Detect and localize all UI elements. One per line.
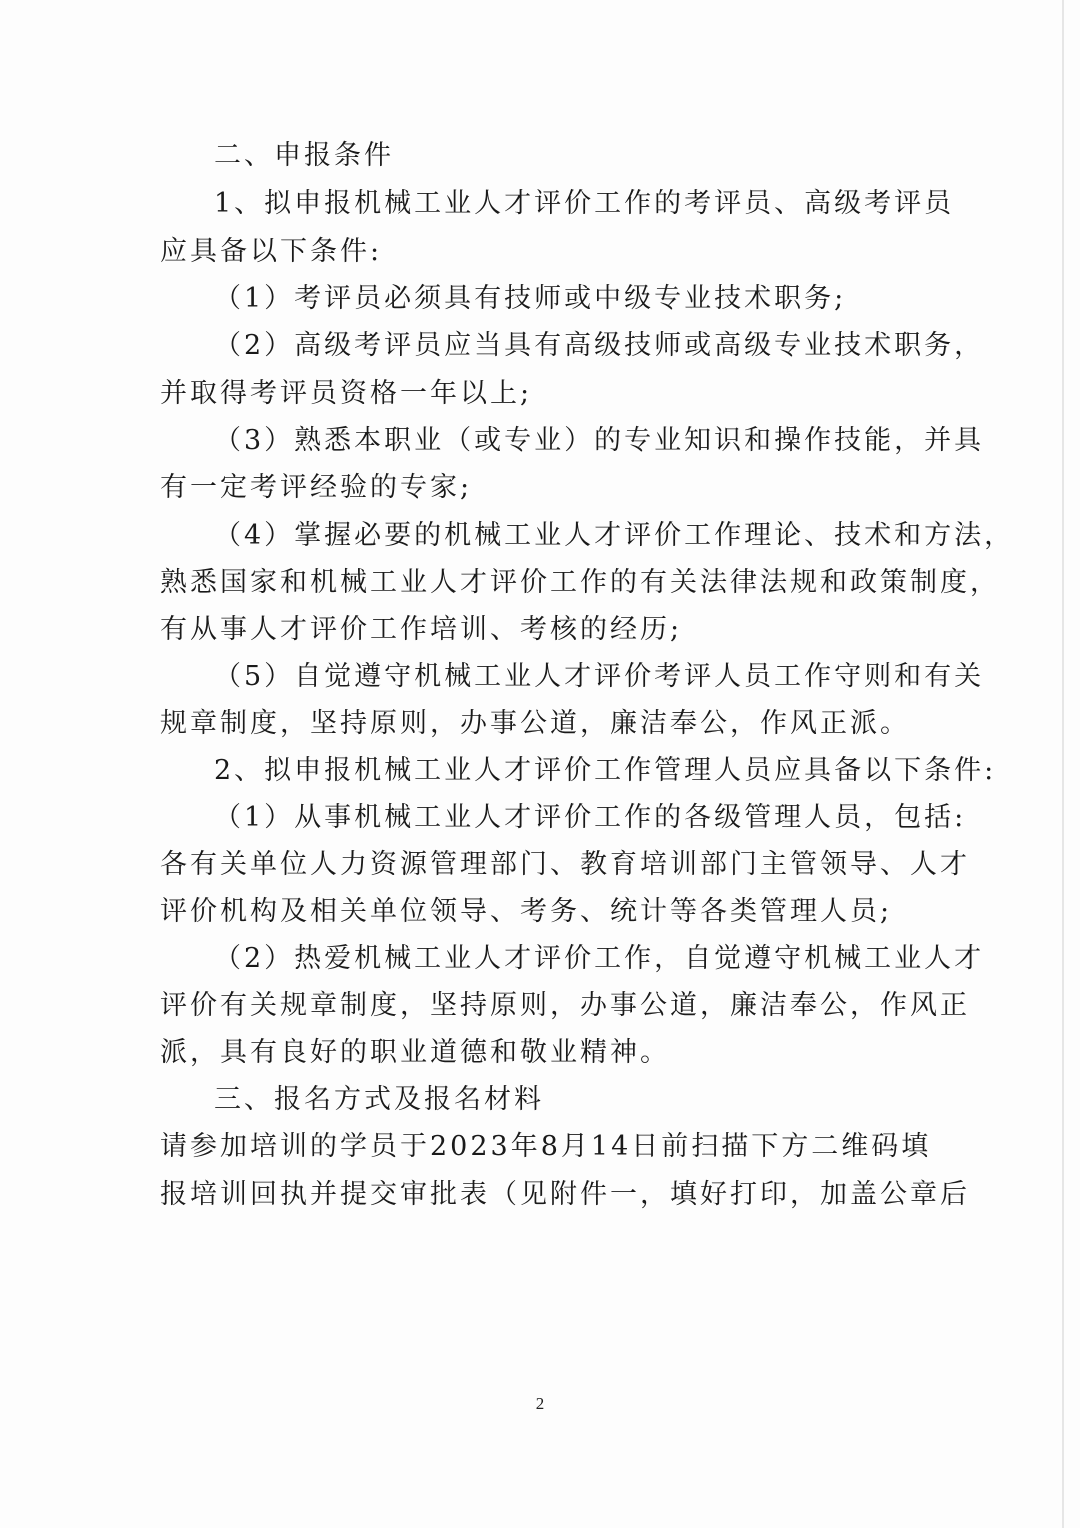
paragraph-line: 有一定考评经验的专家; [160, 472, 473, 503]
paragraph-line: 派，具有良好的职业道德和敬业精神。 [160, 1037, 670, 1068]
paragraph-line: 评价有关规章制度，坚持原则，办事公道，廉洁奉公，作风正 [160, 990, 970, 1021]
paragraph-line: 并取得考评员资格一年以上; [160, 378, 533, 409]
paragraph-line: （1）考评员必须具有技师或中级专业技术职务; [214, 283, 847, 314]
paragraph-line: 应具备以下条件: [160, 236, 383, 267]
paragraph-line: （5）自觉遵守机械工业人才评价考评人员工作守则和有关 [214, 661, 985, 692]
paragraph-line: 规章制度，坚持原则，办事公道，廉洁奉公，作风正派。 [160, 708, 910, 739]
paragraph-line: 报培训回执并提交审批表（见附件一，填好打印，加盖公章后 [160, 1179, 970, 1210]
paragraph-line: 各有关单位人力资源管理部门、教育培训部门主管领导、人才 [160, 849, 970, 880]
paragraph-line: （2）热爱机械工业人才评价工作，自觉遵守机械工业人才 [214, 943, 985, 974]
paragraph-line: 1、拟申报机械工业人才评价工作的考评员、高级考评员 [214, 188, 955, 219]
paragraph-line: 熟悉国家和机械工业人才评价工作的有关法律法规和政策制度， [160, 567, 1000, 598]
scan-edge-line [1062, 0, 1064, 1528]
section-heading-registration: 三、报名方式及报名材料 [214, 1084, 544, 1115]
paragraph-line: （4）掌握必要的机械工业人才评价工作理论、技术和方法， [214, 520, 1015, 551]
paragraph-line: （1）从事机械工业人才评价工作的各级管理人员，包括: [214, 802, 967, 833]
paragraph-line: （3）熟悉本职业（或专业）的专业知识和操作技能，并具 [214, 425, 985, 456]
paragraph-line: 有从事人才评价工作培训、考核的经历; [160, 614, 683, 645]
paragraph-line: 请参加培训的学员于2023年8月14日前扫描下方二维码填 [160, 1131, 932, 1162]
paragraph-line: 评价机构及相关单位领导、考务、统计等各类管理人员; [160, 896, 893, 927]
paragraph-line: （2）高级考评员应当具有高级技师或高级专业技术职务， [214, 330, 985, 361]
paragraph-line: 2、拟申报机械工业人才评价工作管理人员应具备以下条件: [214, 755, 997, 786]
page-number: 2 [535, 1394, 545, 1413]
section-heading-conditions: 二、申报条件 [214, 140, 394, 171]
